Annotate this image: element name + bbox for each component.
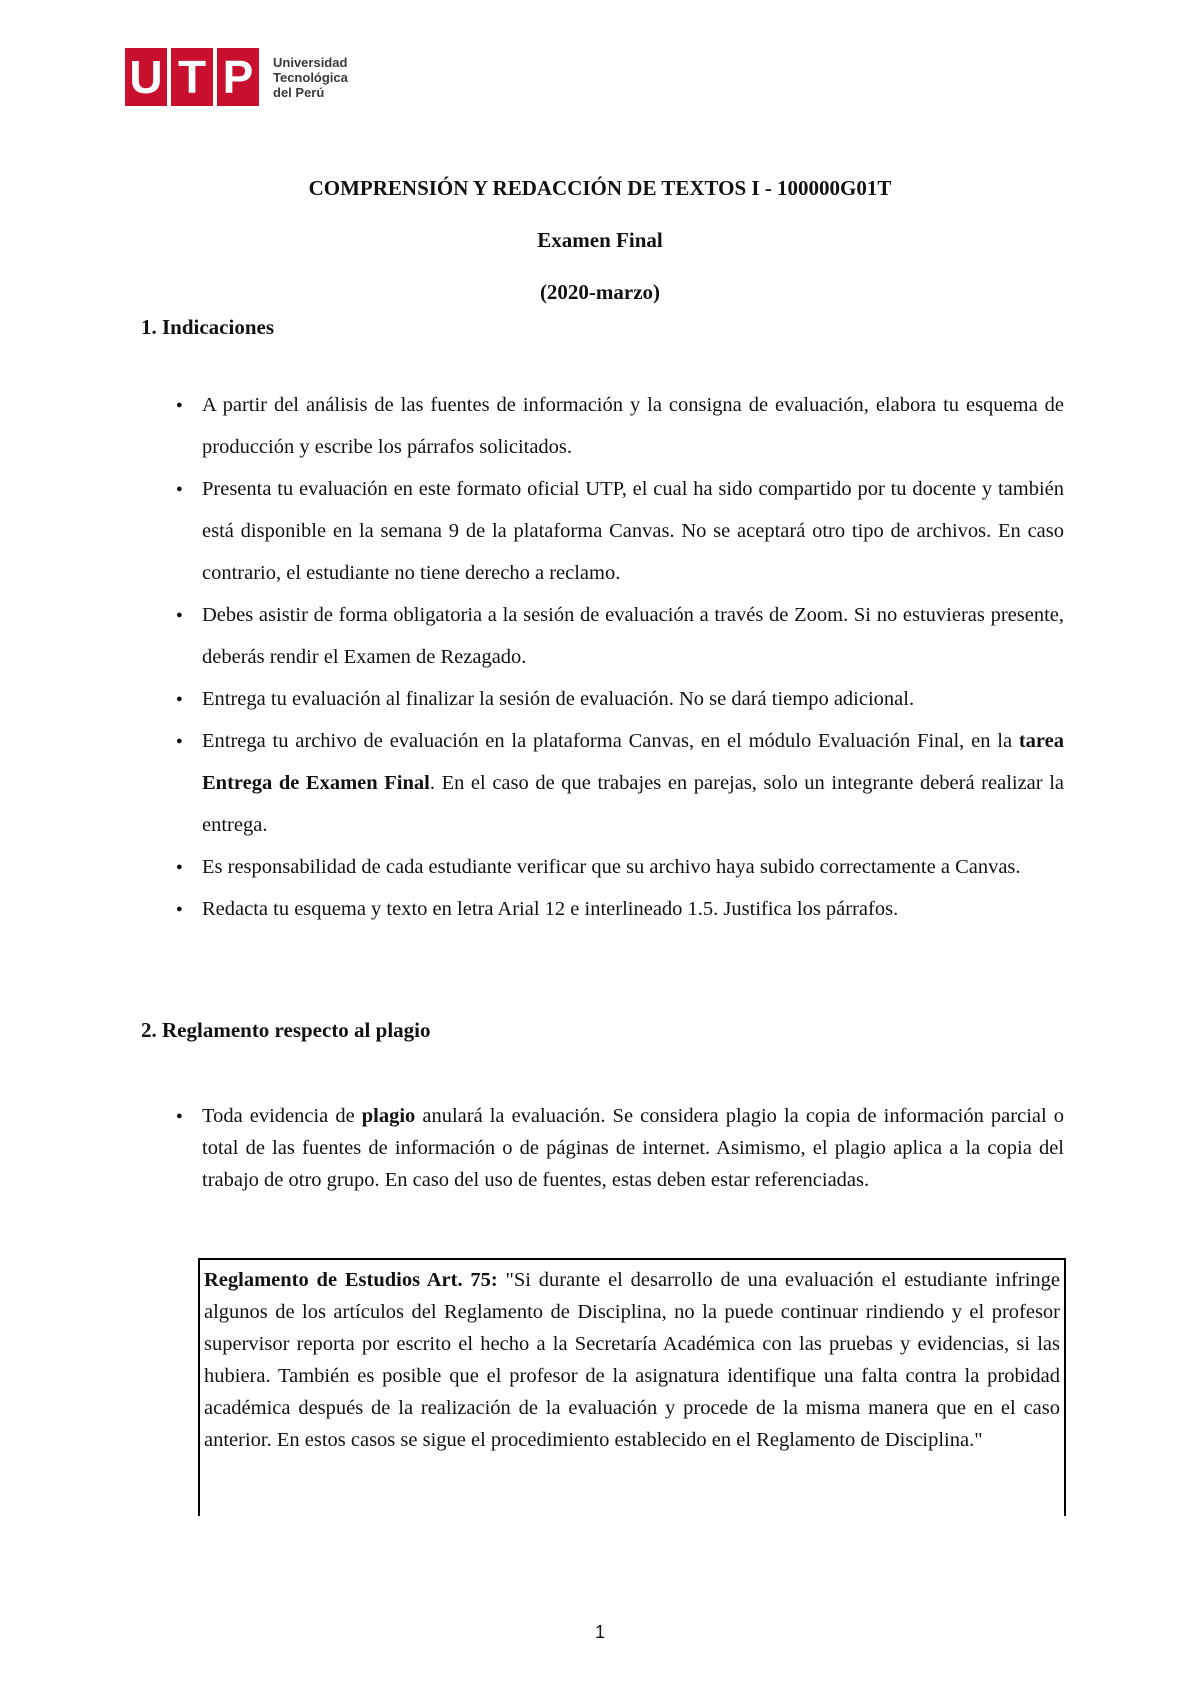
- list-item-bold: tarea Entrega de Examen Final: [202, 730, 1064, 794]
- logo-letter-p: P: [217, 48, 259, 106]
- exam-title: Examen Final: [537, 228, 663, 252]
- logo-wordmark: [273, 55, 348, 100]
- list-item: ● Redacta tu esquema y texto en letra Arial 12 e interlineado 1.5. Justifica los párrafos.: [176, 888, 1064, 930]
- utp-logo: [125, 48, 348, 106]
- regulation-label: Reglamento de Estudios Art. 75:: [204, 1269, 498, 1291]
- exam-period: (2020-marzo): [539, 280, 661, 304]
- section-1-heading: 1. Indicaciones: [141, 315, 275, 339]
- logo-letter-t: T: [171, 48, 213, 106]
- list-item: ● A partir del análisis de las fuentes de información y la consigna de evaluación, elabora tu esquema de producción y escribe los párrafos solicitados.: [176, 384, 1064, 468]
- section-2-heading: 2. Reglamento respecto al plagio: [141, 1018, 431, 1042]
- list-item-text: Entrega tu archivo de evaluación en la plataforma Canvas, en el módulo Evaluación Final, en la: [202, 730, 1019, 752]
- plagiarism-list: [176, 1100, 1064, 1196]
- regulation-quote-box: [198, 1258, 1066, 1516]
- logo-line-2: Tecnológica: [273, 69, 348, 85]
- list-item: [176, 720, 1064, 846]
- list-item-bold: plagio: [361, 1105, 416, 1127]
- page-number: 1: [594, 1622, 605, 1642]
- logo-line-1: Universidad: [273, 54, 348, 70]
- course-title: COMPRENSIÓN Y REDACCIÓN DE TEXTOS I - 100000G01T: [308, 176, 892, 200]
- list-item-text: . En el caso de que trabajes en parejas, solo un integrante deberá realizar la entrega.: [202, 772, 1065, 836]
- list-item: ● Debes asistir de forma obligatoria a la sesión de evaluación a través de Zoom. Si no estuvieras presente, deberás rendir el Examen de Rezagado.: [176, 594, 1064, 678]
- list-item: ● Presenta tu evaluación en este formato oficial UTP, el cual ha sido compartido por tu docente y también está disponible en la semana 9 de la plataforma Canvas. No se aceptará otro tipo de archivos. En caso contrario, el estudiante no tiene derecho a reclamo.: [176, 468, 1064, 594]
- list-item: ● Es responsabilidad de cada estudiante verificar que su archivo haya subido correctamente a Canvas.: [176, 846, 1064, 888]
- regulation-text: "Si durante el desarrollo de una evaluación el estudiante infringe algunos de los artículos del Reglamento de Disciplina, no la puede continuar rindiendo y el profesor supervisor reporta por escrito el hecho a la Secretaría Académica con las pruebas y evidencias, si las hubiera. También es posible que el profesor de la asignatura identifique una falta contra la probidad académica después de la realización de la evaluación y procede de la misma manera que en el caso anterior. En estos casos se sigue el procedimiento establecido en el Reglamento de Disciplina.": [204, 1269, 1061, 1451]
- list-item: [176, 1100, 1064, 1196]
- indications-list: [176, 384, 1064, 930]
- list-item: ● Entrega tu evaluación al finalizar la sesión de evaluación. No se dará tiempo adicional.: [176, 678, 1064, 720]
- logo-mark: [125, 48, 263, 106]
- list-item-text: anulará la evaluación. Se considera plagio la copia de información parcial o total de las fuentes de información o de páginas de internet. Asimismo, el plagio aplica a la copia del trabajo de otro grupo. En caso del uso de fuentes, estas deben estar referenciadas.: [202, 1105, 1064, 1191]
- list-item-text: Toda evidencia de: [202, 1105, 362, 1127]
- logo-letter-u: U: [125, 48, 167, 106]
- logo-line-3: del Perú: [273, 84, 325, 100]
